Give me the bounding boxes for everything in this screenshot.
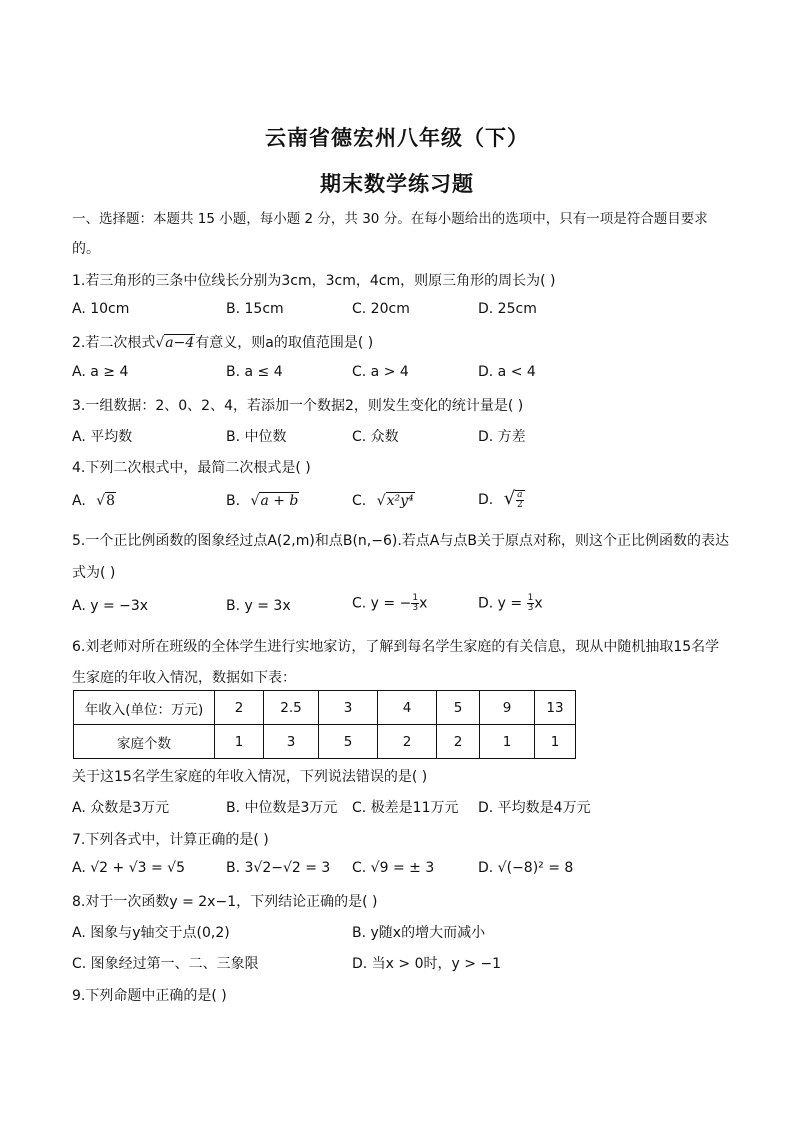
q4-option-c — [352, 492, 415, 509]
question-6: 6.刘老师对所在班级的全体学生进行实地家访，了解到每名学生家庭的有关信息，现从中随机抽取15名学 — [72, 639, 720, 655]
q1-option-a: A. 10cm — [72, 301, 130, 317]
table-cell: 9 — [480, 691, 535, 725]
page-subtitle: 期末数学练习题 — [320, 172, 474, 196]
q4-label-b: B. — [226, 493, 241, 509]
table-row — [74, 725, 576, 759]
q5-option-d-text: D. y = — [478, 595, 527, 612]
q3-option-d: D. 方差 — [478, 429, 526, 445]
q8-option-c: C. 图象经过第一、二、三象限 — [72, 956, 259, 972]
q6-option-a: A. 众数是3万元 — [72, 800, 170, 816]
q2-text-pre: 2.若二次根式 — [72, 335, 156, 351]
q2-option-c: C. a > 4 — [352, 364, 409, 380]
question-1: 1.若三角形的三条中位线长分别为3cm，3cm，4cm，则原三角形的周长为( ) — [72, 273, 556, 289]
question-5-cont: 式为( ) — [72, 565, 116, 581]
q2-option-b: B. a ≤ 4 — [226, 364, 283, 380]
q2-radical: √a−4 — [155, 335, 195, 351]
table-cell: 2.5 — [264, 691, 319, 725]
q7-option-c: C. √9 = ± 3 — [352, 860, 435, 876]
table-cell: 13 — [535, 691, 576, 725]
q4-radical-b: √a + b — [250, 493, 299, 509]
q2-radicand: a−4 — [165, 335, 195, 351]
table-cell: 2 — [437, 725, 480, 759]
q5-c-den: 3 — [412, 603, 419, 613]
q4-label-a: A. — [72, 493, 86, 509]
q6-option-d: D. 平均数是4万元 — [478, 800, 591, 816]
question-6-cont: 生家庭的年收入情况，数据如下表： — [72, 670, 296, 686]
q4-radicand-a: 8 — [106, 493, 116, 509]
q8-option-a: A. 图象与y轴交于点(0,2) — [72, 925, 230, 941]
q2-option-a: A. a ≥ 4 — [72, 364, 129, 380]
question-9: 9.下列命题中正确的是( ) — [72, 988, 227, 1004]
table-cell: 4 — [378, 691, 437, 725]
table-row — [74, 691, 576, 725]
q3-option-b: B. 中位数 — [226, 429, 287, 445]
q5-d-den: 3 — [527, 603, 534, 613]
q4-frac-den: 2 — [516, 500, 523, 510]
q5-d-tail: x — [534, 595, 543, 612]
q7-option-b: B. 3√2−√2 = 3 — [226, 860, 331, 876]
q1-option-d: D. 25cm — [478, 301, 537, 317]
q5-option-a: A. y = −3x — [72, 598, 149, 614]
q6-option-b: B. 中位数是3万元 — [226, 800, 338, 816]
q5-d-num: 1 — [527, 593, 534, 603]
question-4: 4.下列二次根式中，最简二次根式是( ) — [72, 460, 311, 476]
table-cell: 5 — [319, 725, 378, 759]
table-cell: 3 — [319, 691, 378, 725]
q4-option-b — [226, 492, 299, 509]
question-8: 8.对于一次函数y = 2x−1，下列结论正确的是( ) — [72, 894, 378, 910]
table-cell: 2 — [215, 691, 264, 725]
page-title: 云南省德宏州八年级（下） — [265, 126, 529, 150]
q2-option-d: D. a < 4 — [478, 364, 536, 380]
q1-option-c: C. 20cm — [352, 301, 410, 317]
q4-label-c: C. — [352, 493, 367, 509]
q3-option-a: A. 平均数 — [72, 429, 133, 445]
table-cell: 1 — [535, 725, 576, 759]
table-cell: 5 — [437, 691, 480, 725]
q8-option-d: D. 当x > 0时，y > −1 — [352, 956, 502, 972]
section-instruction-cont: 的。 — [72, 241, 100, 257]
q8-option-b: B. y随x的增大而减小 — [352, 925, 486, 941]
q4-radical-c: √x²y⁴ — [376, 493, 414, 509]
q5-option-c — [352, 594, 427, 613]
q4-frac-num: a — [517, 490, 523, 500]
question-3: 3.一组数据：2、0、2、4，若添加一个数据2，则发生变化的统计量是( ) — [72, 398, 524, 414]
table-header-cell: 年收入(单位：万元) — [74, 691, 215, 725]
question-7: 7.下列各式中，计算正确的是( ) — [72, 832, 269, 848]
question-6-ask: 关于这15名学生家庭的年收入情况，下列说法错误的是( ) — [72, 769, 428, 785]
table-cell: 3 — [264, 725, 319, 759]
income-table — [73, 690, 576, 759]
q5-c-tail: x — [419, 595, 428, 612]
q6-option-c: C. 极差是11万元 — [352, 800, 459, 816]
q3-option-c: C. 众数 — [352, 429, 399, 445]
section-instruction: 一、选择题：本题共 15 小题，每小题 2 分，共 30 分。在每小题给出的选项中，只有一项是符合题目要求 — [72, 211, 708, 227]
q4-radical-d: √ $\frac{a}{2}$ — [503, 488, 523, 510]
q5-option-c-text: C. y = − — [352, 595, 412, 612]
q4-radicand-b: a + b — [260, 493, 299, 509]
q4-radicand-c: x²y⁴ — [386, 493, 414, 509]
q5-c-num: 1 — [412, 593, 419, 603]
q7-option-a: A. √2 + √3 = √5 — [72, 860, 185, 876]
table-header-cell: 家庭个数 — [74, 725, 215, 759]
q4-option-d — [478, 488, 525, 510]
q4-option-a — [72, 492, 116, 509]
question-5: 5.一个正比例函数的图象经过点A(2,m)和点B(n,−6).若点A与点B关于原点对称，则这个正比例函数的表达 — [72, 533, 729, 549]
q1-option-b: B. 15cm — [226, 301, 284, 317]
q4-fraction-d — [516, 491, 523, 510]
q4-label-d: D. — [478, 492, 494, 508]
q5-option-b: B. y = 3x — [226, 598, 291, 614]
q4-radical-a: √8 — [96, 493, 116, 509]
q5-option-c-fraction — [411, 594, 419, 613]
question-2 — [72, 332, 373, 352]
table-cell: 2 — [378, 725, 437, 759]
q2-text-post: 有意义，则a的取值范围是( ) — [195, 335, 374, 351]
table-cell: 1 — [215, 725, 264, 759]
table-cell: 1 — [480, 725, 535, 759]
q5-option-d — [478, 594, 543, 613]
q7-option-d: D. √(−8)² = 8 — [478, 860, 574, 876]
